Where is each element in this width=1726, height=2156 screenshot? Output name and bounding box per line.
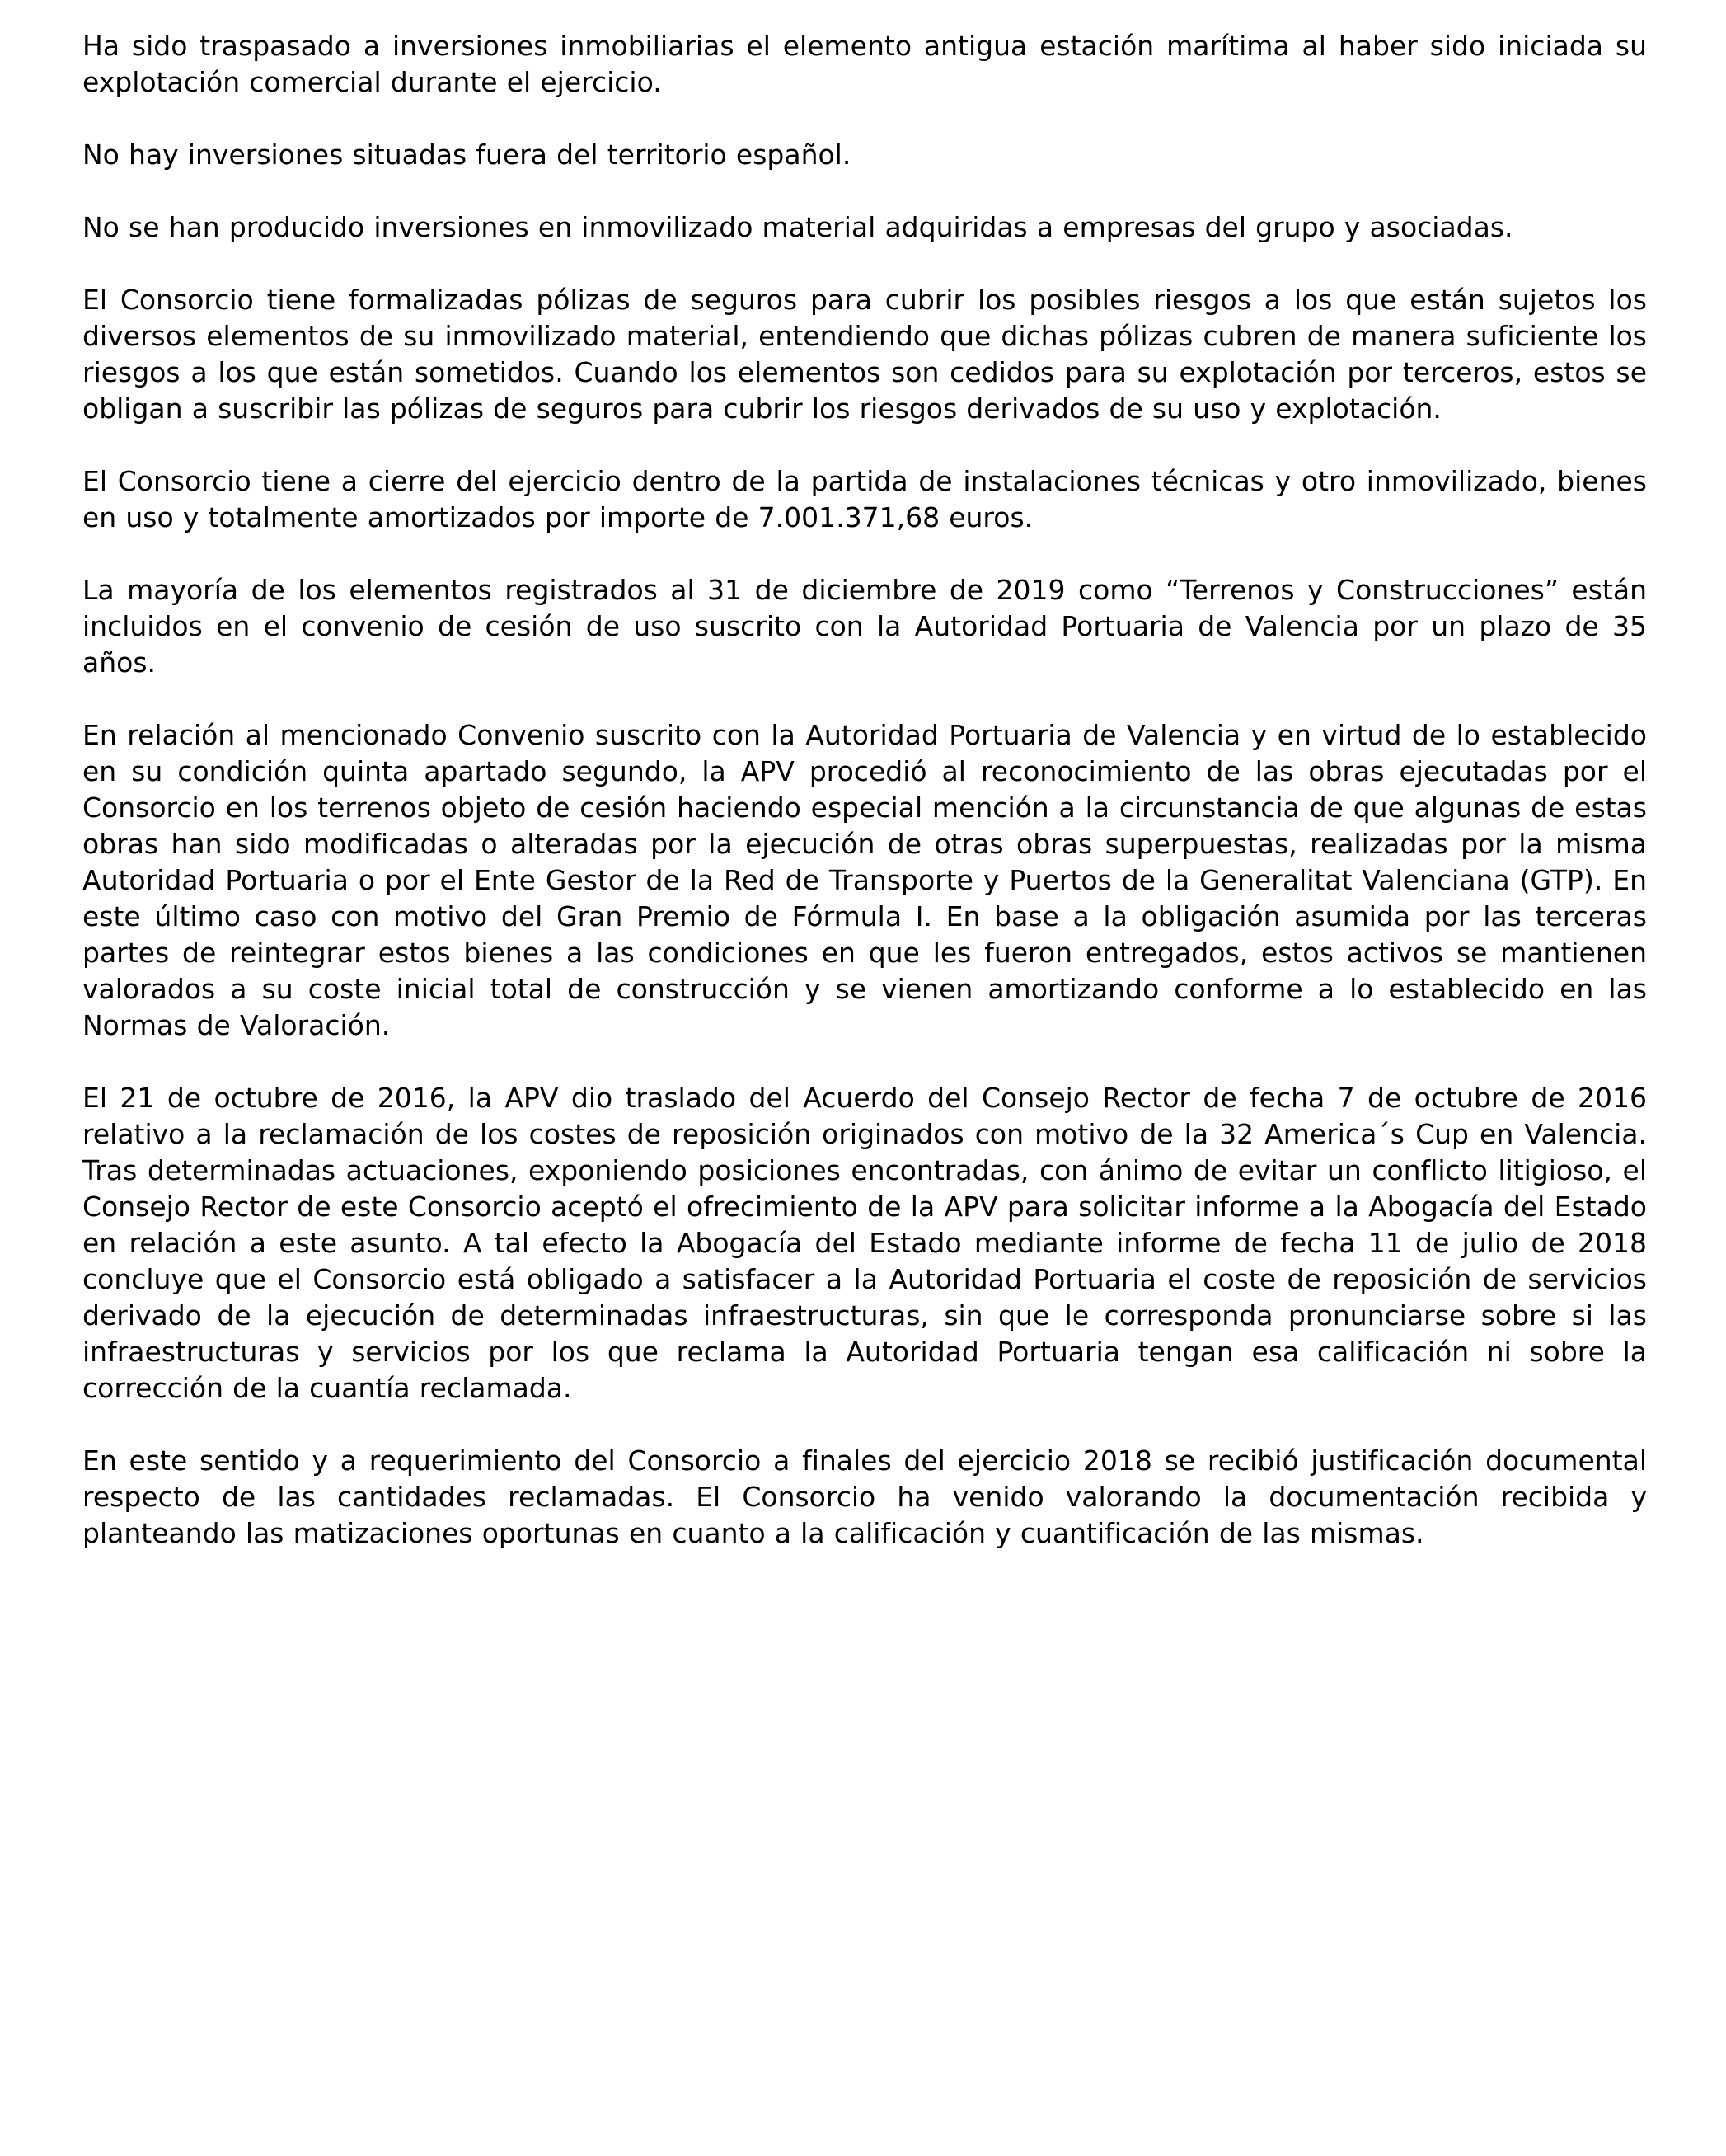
paragraph-amortized-assets: El Consorcio tiene a cierre del ejercicio dentro de la partida de instalaciones técnicas y otro inmovilizado, bienes en uso y totalmente amortizados por importe de 7.001.371,68 euros. bbox=[82, 465, 1647, 533]
paragraph-documentation-review: En este sentido y a requerimiento del Consorcio a finales del ejercicio 2018 se recibió justificación documental respecto de las cantidades reclamadas. El Consorcio ha venido valorando la documentación recibida y planteando las matizaciones oportunas en cuanto a la calificación y cuantificación de las mismas. bbox=[82, 1444, 1647, 1549]
paragraph-insurance-policies: El Consorcio tiene formalizadas pólizas de seguros para cubrir los posibles riesgos a los que están sujetos los diversos elementos de su inmovilizado material, entendiendo que dichas pólizas cubren de manera suficiente los riesgos a los que están sometidos. Cuando los elementos son cedidos para su explotación por terceros, estos se obligan a suscribir las pólizas de seguros para cubrir los riesgos derivados de su uso y explotación. bbox=[82, 284, 1647, 425]
paragraph-land-constructions-agreement: La mayoría de los elementos registrados al 31 de diciembre de 2019 como “Terrenos y Construcciones” están incluidos en el convenio de cesión de uso suscrito con la Autoridad Portuaria de Valencia por un plazo de 35 años. bbox=[82, 574, 1647, 679]
paragraph-apv-convenio: En relación al mencionado Convenio suscrito con la Autoridad Portuaria de Valencia y en virtud de lo establecido en su condición quinta apartado segundo, la APV procedió al reconocimiento de las obras ejecutadas por el Consorcio en los terrenos objeto de cesión haciendo especial mención a la circunstancia de que algunas de estas obras han sido modificadas o alteradas por la ejecución de otras obras superpuestas, realizadas por la misma Autoridad Portuaria o por el Ente Gestor de la Red de Transporte y Puertos de la Generalitat Valenciana (GTP). En este último caso con motivo del Gran Premio de Fórmula I. En base a la obligación asumida por las terceras partes de reintegrar estos bienes a las condiciones en que les fueron entregados, estos activos se mantienen valorados a su coste inicial total de construcción y se vienen amortizando conforme a lo establecido en las Normas de Valoración. bbox=[82, 719, 1647, 1041]
paragraph-americas-cup-claim: El 21 de octubre de 2016, la APV dio traslado del Acuerdo del Consejo Rector de fecha 7 de octubre de 2016 relativo a la reclamación de los costes de reposición originados con motivo de la 32 America´s Cup en Valencia. Tras determinadas actuaciones, exponiendo posiciones encontradas, con ánimo de evitar un conflicto litigioso, el Consejo Rector de este Consorcio aceptó el ofrecimiento de la APV para solicitar informe a la Abogacía del Estado en relación a este asunto. A tal efecto la Abogacía del Estado mediante informe de fecha 11 de julio de 2018 concluye que el Consorcio está obligado a satisfacer a la Autoridad Portuaria el coste de reposición de servicios derivado de la ejecución de determinadas infraestructuras, sin que le corresponda pronunciarse sobre si las infraestructuras y servicios por los que reclama la Autoridad Portuaria tengan esa calificación ni sobre la corrección de la cuantía reclamada. bbox=[82, 1082, 1647, 1404]
paragraph-transfer-investments: Ha sido traspasado a inversiones inmobiliarias el elemento antigua estación marítima al haber sido iniciada su explotación comercial durante el ejercicio. bbox=[82, 30, 1647, 98]
paragraph-no-group-investments: No se han producido inversiones en inmovilizado material adquiridas a empresas del grupo y asociadas. bbox=[82, 211, 1513, 243]
paragraph-no-foreign-investments: No hay inversiones situadas fuera del territorio español. bbox=[82, 139, 851, 171]
